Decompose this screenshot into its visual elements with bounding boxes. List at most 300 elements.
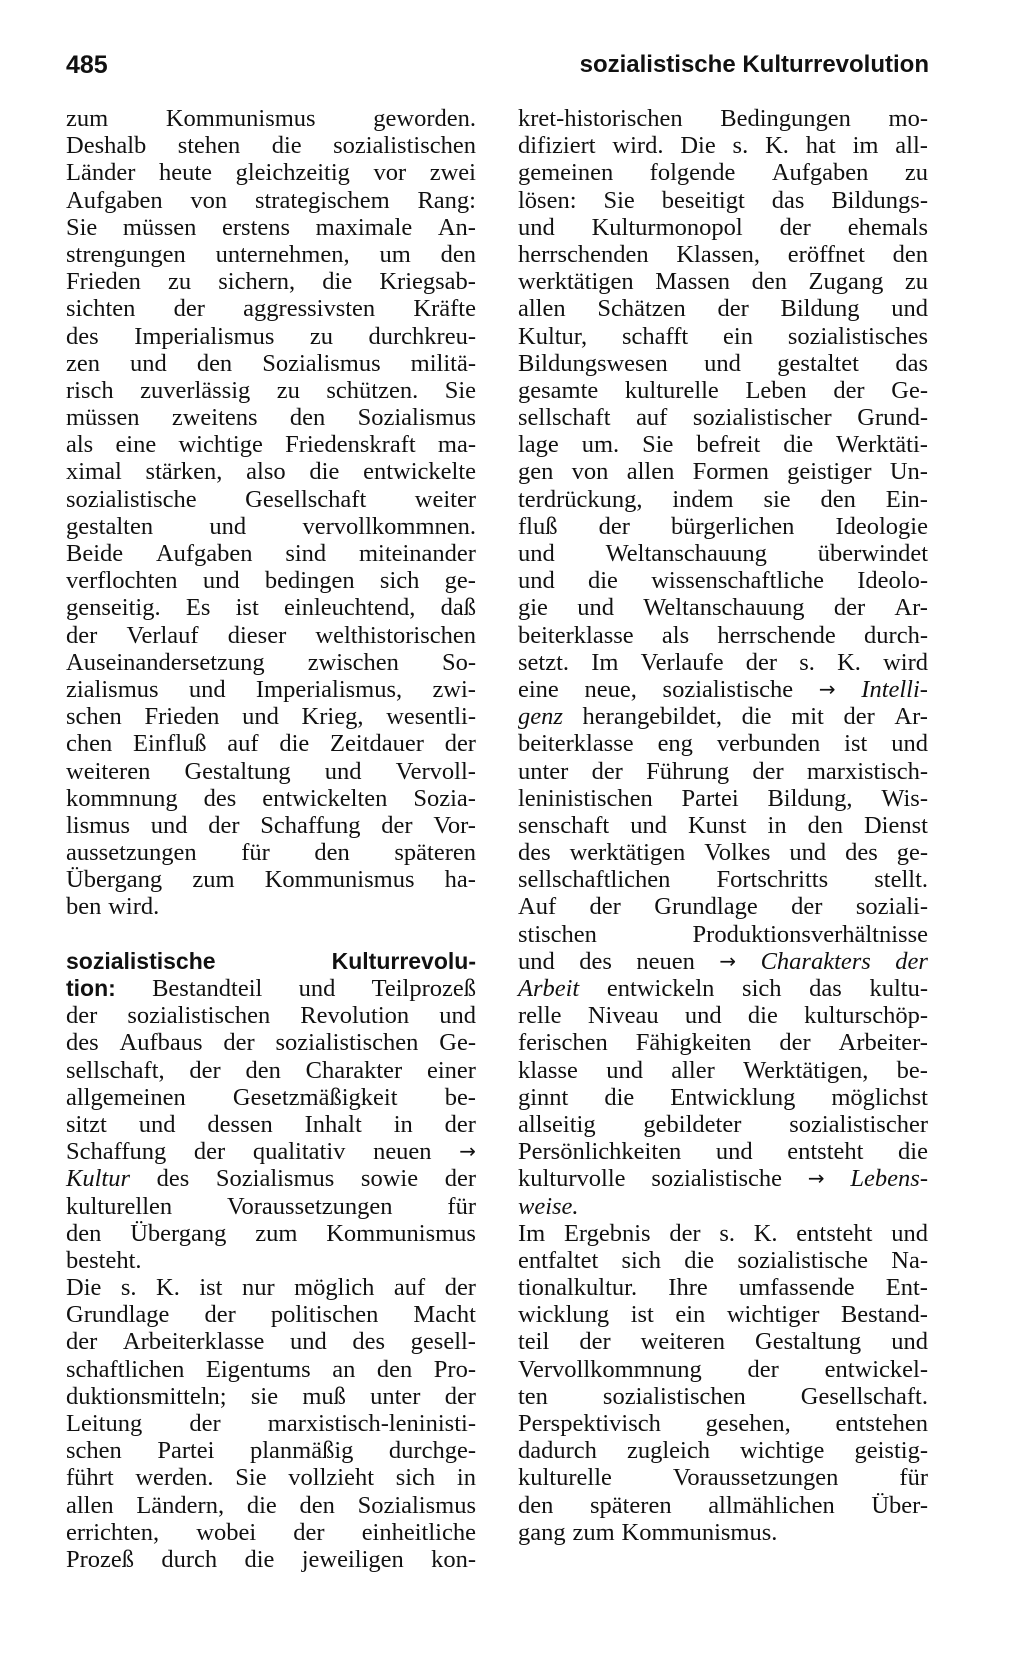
word: kon-: [431, 1545, 476, 1573]
word: dessen: [207, 1110, 273, 1138]
word: Führung: [646, 757, 730, 785]
word: sowie: [360, 1165, 419, 1193]
text-line: [66, 1274, 476, 1301]
word: führt: [66, 1464, 114, 1492]
word: sozialistische: [651, 1165, 782, 1193]
word: möglich: [294, 1274, 375, 1302]
word: Leben: [745, 376, 807, 404]
word: einer: [426, 1056, 476, 1084]
text-line: [66, 187, 476, 214]
cross-reference-arrow: →: [818, 676, 836, 701]
word: zugleich: [626, 1437, 710, 1465]
text-line: [66, 1546, 476, 1573]
word: späteren: [394, 839, 476, 867]
word: den: [440, 240, 476, 268]
word: neue,: [584, 675, 637, 703]
word: planmäßig: [249, 1437, 354, 1465]
word: ist: [630, 1301, 654, 1329]
word: der: [669, 1219, 701, 1247]
word: Sie: [642, 431, 674, 459]
word: um: [379, 240, 411, 268]
word: senschaft: [518, 811, 610, 839]
word: Im: [591, 648, 619, 676]
word: heute: [158, 159, 213, 187]
word: Arbeiter-: [838, 1029, 928, 1057]
word: Sie: [444, 376, 476, 404]
word: von: [571, 458, 609, 486]
text-line: [518, 187, 928, 214]
text-line: [518, 268, 928, 295]
word: Gestaltung: [184, 757, 291, 785]
word: Schaffung: [66, 1138, 167, 1166]
word: Inhalt: [304, 1110, 362, 1138]
word: K.: [753, 1219, 778, 1247]
cross-reference-arrow: →: [719, 948, 737, 973]
word: Gesellschaft.: [800, 1382, 928, 1410]
word: Teilprozeß: [371, 975, 476, 1002]
word: herrschenden: [518, 240, 649, 268]
word: Klassen,: [676, 240, 761, 268]
text-line: [518, 1084, 928, 1111]
word: gie: [518, 594, 548, 622]
word: An-: [437, 213, 476, 241]
word: der: [208, 811, 240, 839]
word: vervollkommnen.: [302, 512, 476, 540]
word: allen: [66, 1491, 114, 1519]
word: zu: [309, 322, 333, 350]
text-line: [518, 540, 928, 567]
word: an: [332, 1355, 356, 1383]
word: folgende: [649, 159, 736, 187]
word: difiziert: [518, 132, 596, 160]
word: mit: [791, 703, 824, 731]
word: Fortschritts: [716, 866, 829, 894]
word: und: [290, 1328, 327, 1356]
word: Fähigkeiten: [635, 1029, 752, 1057]
text-line: [66, 703, 476, 730]
word: Leitung: [66, 1410, 143, 1437]
word: der: [598, 512, 630, 540]
text-line: [518, 893, 928, 920]
word: in: [393, 1110, 413, 1138]
word: verflochten: [66, 567, 178, 595]
word: teil: [518, 1328, 550, 1356]
text-line: [518, 1410, 928, 1437]
word: sich: [395, 1464, 436, 1492]
word: also: [246, 458, 286, 486]
word: in: [767, 811, 787, 839]
word: s.: [120, 1274, 137, 1302]
word: entwickelten: [262, 784, 388, 812]
word: allseitig: [518, 1110, 596, 1138]
text-line: [518, 866, 928, 893]
word: der: [779, 213, 811, 241]
word: welthistorischen: [315, 621, 476, 649]
word: s.: [732, 132, 749, 160]
word: den: [299, 1491, 335, 1519]
word: für: [899, 1464, 928, 1492]
word: überwindet: [817, 540, 928, 567]
word: möglichst: [831, 1083, 928, 1111]
word: allmählichen: [708, 1491, 835, 1519]
word: zu: [904, 159, 928, 187]
word: den: [820, 485, 856, 513]
word: nur: [241, 1274, 275, 1302]
word: Frieden: [66, 268, 141, 296]
word: Schätzen: [597, 295, 686, 323]
word: werktätigen: [569, 839, 686, 867]
word: strategischem: [254, 186, 390, 214]
word: den: [518, 1491, 554, 1519]
word: als: [661, 621, 690, 649]
word: die: [309, 458, 340, 486]
word: durchkreu-: [368, 322, 476, 350]
word: Grundlage: [654, 893, 758, 921]
word: s.: [719, 1219, 735, 1247]
word: Grundlage: [66, 1301, 170, 1329]
word: sitzt: [66, 1110, 107, 1138]
word: Voraussetzungen: [672, 1464, 839, 1492]
word: der: [444, 1165, 476, 1193]
word: Volkes: [704, 839, 771, 867]
page-number: 485: [66, 51, 108, 79]
word: Über-: [871, 1491, 928, 1519]
text-line: [518, 105, 928, 132]
word: der: [193, 1138, 226, 1166]
word: der: [591, 757, 623, 785]
word: die: [279, 730, 310, 758]
word: befreit: [696, 431, 761, 459]
word: und: [630, 811, 667, 839]
word: den: [751, 268, 787, 296]
word: sozialistische: [66, 485, 197, 513]
word: tionalkultur.: [518, 1274, 638, 1302]
word: ist: [199, 1274, 223, 1302]
word: klasse: [518, 1056, 578, 1084]
word: Arbeiterklasse: [122, 1328, 265, 1356]
word: zuverlässig: [140, 376, 251, 404]
word: Entwicklung: [670, 1083, 796, 1111]
word: marxistisch-leninisti-: [267, 1410, 476, 1437]
word: wird: [883, 648, 928, 676]
word: der: [752, 757, 784, 785]
text-line: [66, 622, 476, 649]
word: eng: [657, 730, 693, 758]
word: einleuchtend,: [284, 594, 416, 622]
word: setzt.: [518, 648, 570, 676]
text-line: [518, 1519, 928, 1546]
word: zwischen: [307, 648, 399, 676]
text-line: [518, 649, 928, 676]
word: und: [891, 1219, 928, 1247]
word: leninistischen: [518, 784, 653, 812]
word: sozialistischen: [333, 132, 476, 160]
word: das: [895, 349, 928, 377]
text-line: [518, 567, 928, 594]
word: den: [892, 240, 928, 268]
word: errichten,: [66, 1518, 160, 1546]
text-line: [518, 839, 928, 866]
word: sie: [250, 1382, 279, 1410]
word: wichtige: [178, 431, 263, 459]
word: all-: [895, 132, 928, 160]
word: den: [245, 1056, 281, 1084]
word: von: [190, 186, 228, 214]
text-line: [66, 350, 476, 377]
word: der: [444, 1382, 476, 1410]
word: ximal: [66, 458, 122, 486]
word: sozialistische: [66, 947, 216, 974]
text-line: [66, 241, 476, 268]
word: des: [518, 839, 551, 867]
word: genseitig.: [66, 594, 161, 622]
text-line: [518, 513, 928, 540]
word: indem: [672, 485, 734, 513]
word: der: [843, 703, 875, 731]
word: Zeitdauer: [330, 730, 424, 758]
text-line: [66, 1002, 476, 1029]
word: der: [189, 1056, 221, 1084]
word: Gestaltung: [755, 1328, 862, 1356]
word: die: [783, 431, 814, 459]
text-line: [66, 785, 476, 812]
word: aggressivsten: [243, 295, 376, 323]
text-line: [66, 404, 476, 431]
word: die: [898, 1138, 928, 1166]
word: Bildungswesen: [518, 349, 668, 377]
word: gen: [518, 458, 554, 486]
word: Revolution: [300, 1002, 410, 1030]
word: Verlauf: [126, 621, 199, 649]
word: Voraussetzungen: [226, 1192, 393, 1220]
text-line: [518, 1220, 928, 1247]
word: Friedenskraft: [285, 431, 416, 459]
word: herrschende: [717, 621, 836, 649]
word: Bedingungen: [720, 105, 851, 132]
word: die: [588, 567, 618, 595]
word: Charakters: [760, 947, 871, 975]
word: das: [771, 186, 805, 214]
word: zu: [167, 268, 192, 296]
word: Aufgaben: [771, 159, 869, 187]
word: Persönlichkeiten: [518, 1138, 682, 1166]
text-line: [66, 1111, 476, 1138]
text-line: [66, 594, 476, 621]
text-line: [66, 1410, 476, 1437]
word: der: [444, 1274, 476, 1302]
word: Kommunismus.: [621, 1518, 778, 1546]
word: Ihre: [668, 1274, 708, 1302]
word: und: [202, 567, 240, 595]
word: Na-: [891, 1246, 928, 1274]
word: So-: [441, 648, 476, 676]
right-column: [518, 105, 928, 1546]
text-line: [518, 975, 928, 1002]
word: Es: [185, 594, 211, 622]
text-line: [66, 1193, 476, 1220]
word: Rang:: [417, 186, 476, 214]
word: Gesellschaft: [245, 485, 367, 513]
word: aller: [671, 1056, 715, 1084]
word: Kultur,: [518, 322, 588, 350]
word: und: [150, 811, 188, 839]
word: Bildung,: [767, 784, 853, 812]
word: Kulturrevolu-: [331, 947, 476, 974]
word: dadurch: [518, 1437, 597, 1465]
word: Ein-: [885, 485, 928, 513]
text-line: [66, 1464, 476, 1491]
word: Formen: [692, 458, 769, 486]
word: der: [717, 295, 749, 323]
word: muß: [302, 1382, 346, 1410]
word: marxistisch-: [806, 757, 928, 785]
word: Ideolo-: [857, 567, 928, 595]
word: Zugang: [808, 268, 884, 296]
word: verbunden: [716, 730, 821, 758]
word: lösen:: [518, 186, 577, 214]
word: Kräfte: [413, 295, 476, 323]
word: kulturschöp-: [804, 1002, 928, 1030]
word: späteren: [589, 1491, 672, 1519]
word: Sie: [235, 1464, 267, 1492]
text-line: [66, 975, 476, 1002]
text-line: [518, 1464, 928, 1491]
text-line: [518, 350, 928, 377]
word: Bestand-: [840, 1301, 928, 1329]
word: strengungen: [66, 240, 186, 268]
word: des: [156, 1165, 190, 1193]
text-line: [66, 1437, 476, 1464]
word: durch-: [864, 621, 928, 649]
word: Arbeit: [518, 975, 580, 1002]
word: und: [518, 947, 555, 975]
word: kulturelle: [518, 1464, 612, 1492]
word: be-: [444, 1083, 476, 1111]
word: ferischen: [518, 1029, 608, 1057]
word: und: [891, 1328, 928, 1356]
word: Ge-: [891, 376, 928, 404]
word: Intelli-: [861, 675, 928, 703]
word: durchge-: [388, 1437, 476, 1465]
word: Sozialismus: [357, 1491, 476, 1519]
word: ehemals: [847, 213, 928, 241]
text-line: [518, 1057, 928, 1084]
word: Werktäti-: [836, 431, 928, 459]
word: werden.: [135, 1464, 214, 1492]
text-line: [66, 812, 476, 839]
word: der: [381, 811, 413, 839]
word: der: [747, 1355, 779, 1383]
word: der: [444, 1110, 476, 1138]
word: eine: [518, 675, 559, 703]
word: wesentli-: [386, 703, 476, 731]
word: müssen: [122, 213, 197, 241]
word: unter: [518, 757, 569, 785]
word: Eigentums: [205, 1355, 311, 1383]
word: Beide: [66, 540, 124, 567]
word: Bestandteil: [152, 975, 263, 1002]
text-line: [518, 758, 928, 785]
word: soziali-: [855, 893, 928, 921]
word: Kulturmonopol: [591, 213, 743, 241]
word: Pro-: [433, 1355, 476, 1383]
word: Sozialismus: [262, 349, 381, 377]
word: vollzieht: [288, 1464, 375, 1492]
word: die: [741, 703, 772, 731]
word: geworden.: [373, 105, 476, 132]
word: chen: [66, 730, 113, 758]
text-line: [518, 1383, 928, 1410]
word: sichten: [66, 295, 136, 323]
word: vor: [373, 159, 407, 187]
word: entfaltet: [518, 1246, 599, 1274]
word: des: [203, 784, 237, 812]
word: auf: [393, 1274, 426, 1302]
word: und: [684, 1002, 722, 1030]
text-line: [518, 1301, 928, 1328]
text-line: [66, 1356, 476, 1383]
word: der: [745, 648, 778, 676]
word: Dienst: [863, 811, 928, 839]
word: Deshalb: [66, 132, 147, 160]
word: weiteren: [66, 757, 151, 785]
word: der: [223, 1029, 255, 1057]
word: Lebens-: [850, 1165, 928, 1193]
text-line: [66, 214, 476, 241]
word: jeweiligen: [301, 1545, 404, 1573]
text-line: [66, 730, 476, 757]
word: die: [604, 1083, 635, 1111]
word: entsteht: [787, 1138, 864, 1166]
word: Kultur: [66, 1165, 130, 1193]
word: sellschaft: [518, 404, 611, 432]
word: Partei: [157, 1437, 215, 1465]
word: Sozia-: [413, 784, 476, 812]
word: Sozialismus: [215, 1165, 335, 1193]
word: der: [833, 594, 866, 622]
word: zialismus: [66, 675, 159, 703]
word: Frieden: [144, 703, 220, 731]
word: gestalten: [66, 512, 154, 540]
word: den: [807, 811, 843, 839]
word: und: [439, 1002, 476, 1030]
word: sozialistische: [737, 1246, 869, 1274]
word: und: [891, 730, 928, 758]
word: wird.: [108, 893, 160, 921]
word: werktätigen: [518, 268, 634, 296]
text-line: [518, 1492, 928, 1519]
word: Perspektivisch: [518, 1410, 661, 1437]
word: die: [271, 132, 302, 160]
word: der: [204, 1301, 236, 1329]
word: sich: [621, 1246, 661, 1274]
word: entsteht: [796, 1219, 873, 1247]
word: im: [852, 132, 879, 160]
word: sozialistischen: [275, 1029, 419, 1057]
word: Kriegsab-: [379, 268, 476, 296]
word: stellt.: [874, 866, 928, 894]
word: Ent-: [885, 1274, 928, 1302]
word: und: [606, 1056, 643, 1084]
word: und: [715, 1138, 753, 1166]
text-line: [66, 1301, 476, 1328]
word: der: [293, 1518, 325, 1546]
text-line: [518, 1328, 928, 1355]
text-line: [66, 866, 476, 893]
word: kultu-: [869, 975, 928, 1002]
word: gesehen,: [705, 1410, 791, 1437]
word: lage: [518, 431, 559, 459]
